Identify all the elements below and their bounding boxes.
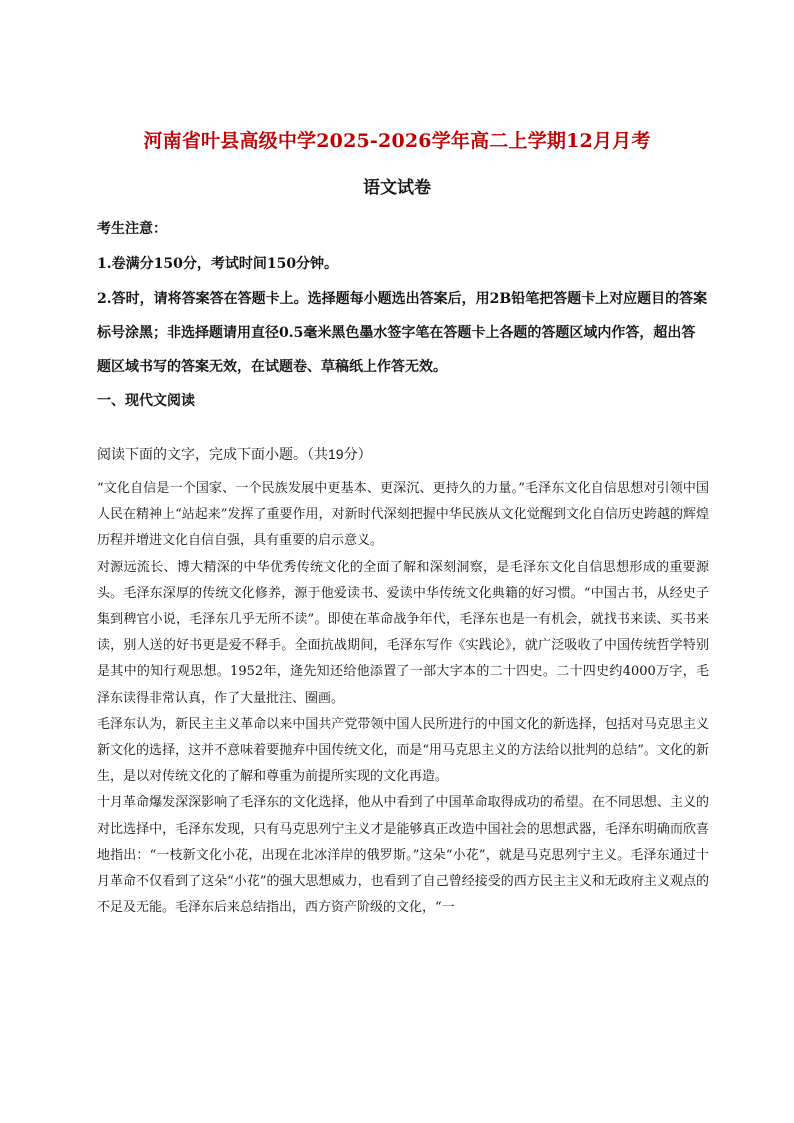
exam-subtitle: 语文试卷 bbox=[363, 178, 431, 198]
passage-paragraph-2: 对源远流长、博大精深的中华优秀传统文化的全面了解和深刻洞察，是毛泽东文化自信思想形成的重要源头。毛泽东深厚的传统文化修养，源于他爱读书、爱读中华传统文化典籍的好习惯。“中国古书，从经史子集到稗官小说，毛泽东几乎无所不读”。即使在革命战争年代，毛泽东也是一有机会，就找书来读、买书来读，别人送的好书更是爱不释手。全面抗战期间，毛泽东写作《实践论》，就广泛吸收了中国传统哲学特别是其中的知行观思想。1952年，逄先知还给他添置了一部大字本的二十四史。二十四史约4000万字，毛泽东读得非常认真，作了大量批注、圈画。 bbox=[97, 559, 709, 706]
section-heading: 一、现代文阅读 bbox=[97, 393, 195, 409]
reading-passage bbox=[97, 476, 709, 921]
passage-paragraph-1: “文化自信是一个国家、一个民族发展中更基本、更深沉、更持久的力量。”毛泽东文化自信思想对引领中国人民在精神上“站起来”发挥了重要作用，对新时代深刻把握中华民族从文化觉醒到文化自信历史跨越的辉煌历程并增进文化自信自强，具有重要的启示意义。 bbox=[97, 481, 709, 549]
notice-item-2: 2.答时，请将答案答在答题卡上。选择题每小题选出答案后，用2B铅笔把答题卡上对应题目的答案标号涂黑；非选择题请用直径0.5毫米黑色墨水签字笔在答题卡上各题的答题区域内作答，超出答题区域书写的答案无效，在试题卷、草稿纸上作答无效。 bbox=[97, 291, 708, 375]
passage-paragraph-3: 毛泽东认为，新民主主义革命以来中国共产党带领中国人民所进行的中国文化的新选择，包括对马克思主义新文化的选择，这并不意味着要抛弃中国传统文化，而是“用马克思主义的方法给以批判的总结”。文化的新生，是以对传统文化的了解和尊重为前提所实现的文化再造。 bbox=[97, 716, 709, 785]
notice-item-1: 1.卷满分150分，考试时间150分钟。 bbox=[97, 256, 339, 272]
exam-title: 河南省叶县高级中学2025-2026学年高二上学期12月月考 bbox=[143, 130, 651, 152]
section-lead: 阅读下面的文字，完成下面小题。（共19分） bbox=[97, 446, 372, 462]
notice-label: 考生注意： bbox=[97, 221, 167, 237]
passage-paragraph-4: 十月革命爆发深深影响了毛泽东的文化选择，他从中看到了中国革命取得成功的希望。在不同思想、主义的对比选择中，毛泽东发现，只有马克思列宁主义才是能够真正改造中国社会的思想武器，毛泽东明确而欣喜地指出：“一枝新文化小花，出现在北冰洋岸的俄罗斯。”这朵“小花”，就是马克思列宁主义。毛泽东通过十月革命不仅看到了这朵“小花”的强大思想威力，也看到了自己曾经接受的西方民主主义和无政府主义观点的不足及无能。毛泽东后来总结指出，西方资产阶级的文化，“一 bbox=[97, 795, 709, 916]
